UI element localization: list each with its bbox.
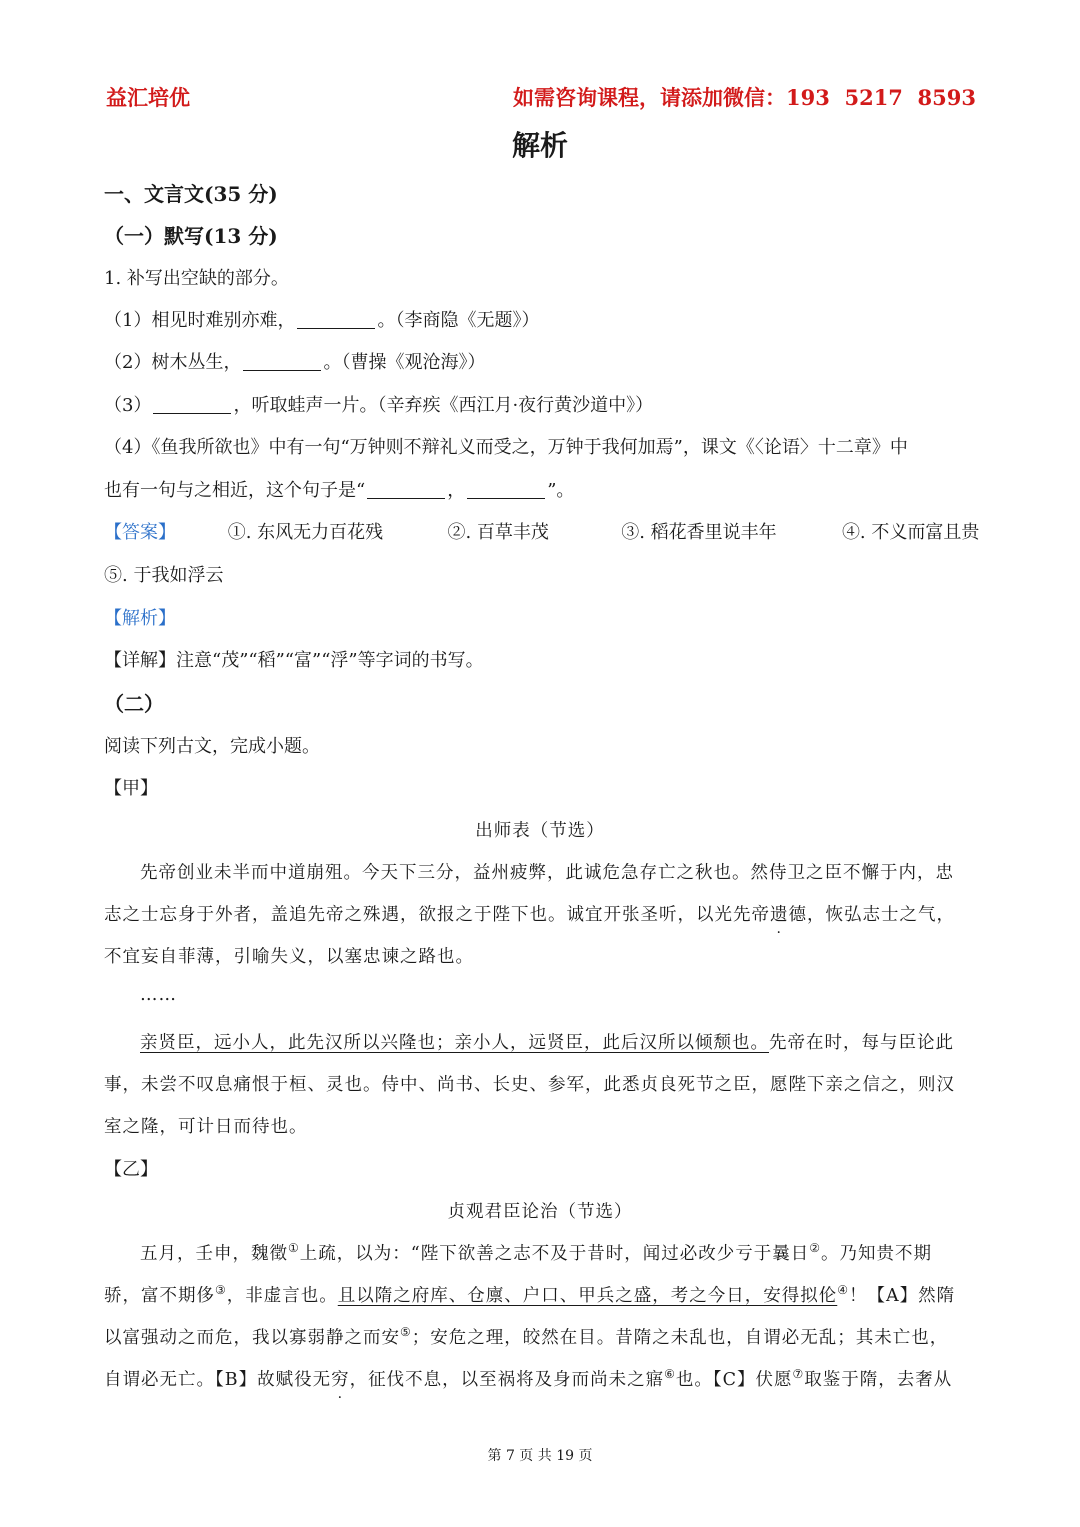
passage-2-title: 贞观君臣论治（节选） (447, 1202, 633, 1222)
passage-text: 志之士忘身于外者，盖追先帝之殊遇，欲报之于陛下也。诚宜开张圣听，以光先帝 (104, 905, 770, 925)
passage-text: 。乃知贵不期 (820, 1244, 932, 1264)
sub-question-1-text: （1）相见时难别亦难， (104, 310, 296, 331)
dotted-char: 遗 (770, 905, 789, 925)
passage-text: ，征伐不息，以至祸将及身而尚未之寤 (349, 1370, 665, 1390)
sub-question-3-number: （3） (104, 395, 152, 416)
sub-question-2 (104, 348, 485, 374)
page-title: 解析 (511, 129, 568, 162)
sub-question-3-text: ，听取蛙声一片。（辛弃疾《西江月·夜行黄沙道中》） (233, 395, 654, 416)
passage-text: 上疏，以为：“陛下欲善之志不及于昔时，闻过必改少亏于曩日 (299, 1244, 810, 1264)
footnote-marker: ② (809, 1241, 821, 1256)
brand-name: 益汇培优 (106, 85, 190, 110)
footnote-marker: ③ (215, 1283, 227, 1298)
sub-question-4-line-2 (104, 476, 574, 502)
subsection-2-heading: （二） (104, 692, 164, 716)
instruction-text: 阅读下列古文，完成小题。 (104, 736, 320, 757)
page-footer: 第 7 页 共 19 页 (487, 1448, 593, 1464)
analysis-label: 【解析】 (104, 608, 176, 629)
sub-question-3 (104, 391, 653, 417)
underlined-sentence: 且以隋之府库、仓廪、户口、甲兵之盛，考之今日，安得拟伦 (337, 1286, 838, 1306)
passage-text: 骄，富不期侈 (104, 1286, 215, 1306)
answer-row (104, 518, 979, 544)
footnote-marker: ⑤ (400, 1325, 412, 1340)
passage-text: ，非虚言也。 (226, 1286, 338, 1306)
passage-text: ；安危之理，皎然在目。昔隋之未乱也，自谓必无乱；其未亡也， (411, 1328, 949, 1348)
passage-1-line (140, 1029, 954, 1054)
answer-4: ④. 不义而富且贵 (841, 522, 980, 543)
passage-text: 也。【C】伏愿 (675, 1370, 793, 1390)
footnote-marker: ④ (837, 1283, 850, 1298)
detail-text: 【详解】注意“茂”“稻”“富”“浮”等字词的书写。 (104, 650, 484, 671)
passage-text: 德，恢弘志士之气， (788, 905, 955, 925)
blank (243, 352, 321, 371)
blank (153, 395, 231, 414)
passage-2-line (104, 1324, 948, 1349)
sub-question-1-source: 。（李商隐《无题》） (377, 310, 540, 331)
footnote-marker: ① (288, 1241, 300, 1256)
passage-1-line: 先帝创业未半而中道崩殂。今天下三分，益州疲弊，此诚危急存亡之秋也。然侍卫之臣不懈于内，忠 (140, 863, 954, 883)
passage-text: ！【A】然隋 (849, 1286, 956, 1306)
passage-text: 以富强动之而危，我以寡弱静之而安 (104, 1328, 400, 1348)
passage-1-title: 出师表（节选） (475, 821, 605, 841)
footnote-marker: ⑥ (664, 1367, 676, 1382)
passage-2-line (140, 1240, 932, 1265)
dotted-char: 穷 (331, 1370, 350, 1390)
underlined-sentence: 亲贤臣，远小人，此先汉所以兴隆也；亲小人，远贤臣，此后汉所以倾颓也。 (140, 1033, 769, 1053)
sub-question-2-source: 。（曹操《观沧海》） (323, 352, 486, 373)
passage-1-line: 不宜妄自菲薄，引喻失义，以塞忠谏之路也。 (104, 947, 474, 967)
contact-prefix: 如需咨询课程，请添加微信： (513, 85, 787, 110)
passage-text: 自谓必无亡。【B】故赋役无 (104, 1370, 332, 1390)
passage-text: 先帝在时，每与臣论此 (769, 1033, 954, 1053)
answer-3: ③. 稻花香里说丰年 (621, 522, 777, 543)
sub-question-4-line-1: （4）《鱼我所欲也》中有一句“万钟则不辩礼义而受之，万钟于我何加焉”，课文《〈论语〉十二章》中 (104, 437, 908, 458)
quote-end: ”。 (547, 480, 575, 501)
contact-info (513, 82, 976, 112)
footnote-marker: ⑦ (792, 1367, 805, 1382)
label-jia: 【甲】 (104, 778, 158, 799)
passage-1-line: 室之隆，可计日而待也。 (104, 1117, 308, 1137)
passage-2-line (104, 1282, 955, 1307)
sub-question-2-text: （2）树木丛生， (104, 352, 242, 373)
answer-5: ⑤. 于我如浮云 (104, 565, 224, 586)
passage-1-line: 事，未尝不叹息痛恨于桓、灵也。侍中、尚书、长史、参军，此悉贞良死节之臣，愿陛下亲之信之，则汉 (104, 1075, 955, 1095)
blank (297, 310, 375, 329)
comma: ， (447, 480, 466, 501)
sub-question-1 (104, 306, 539, 332)
sub-question-4-text: 也有一句与之相近，这个句子是“ (104, 480, 366, 501)
section-heading: 一、文言文(35 分) (104, 182, 278, 206)
blank (467, 480, 545, 499)
passage-text: 取鉴于隋，去奢从 (804, 1370, 953, 1390)
answer-label: 【答案】 (104, 522, 176, 543)
question-stem: 1. 补写出空缺的部分。 (104, 268, 289, 289)
blank (367, 480, 445, 499)
subsection-heading: （一）默写(13 分) (104, 224, 278, 248)
answer-1: ①. 东风无力百花残 (227, 522, 384, 543)
contact-number: 193 5217 8593 (786, 85, 976, 110)
passage-2-line (104, 1366, 952, 1391)
passage-1-line (104, 901, 955, 926)
ellipsis: …… (140, 985, 177, 1005)
passage-text: 五月，壬申，魏徵 (140, 1244, 288, 1264)
answer-2: ②. 百草丰茂 (447, 522, 549, 543)
label-yi: 【乙】 (104, 1159, 158, 1180)
